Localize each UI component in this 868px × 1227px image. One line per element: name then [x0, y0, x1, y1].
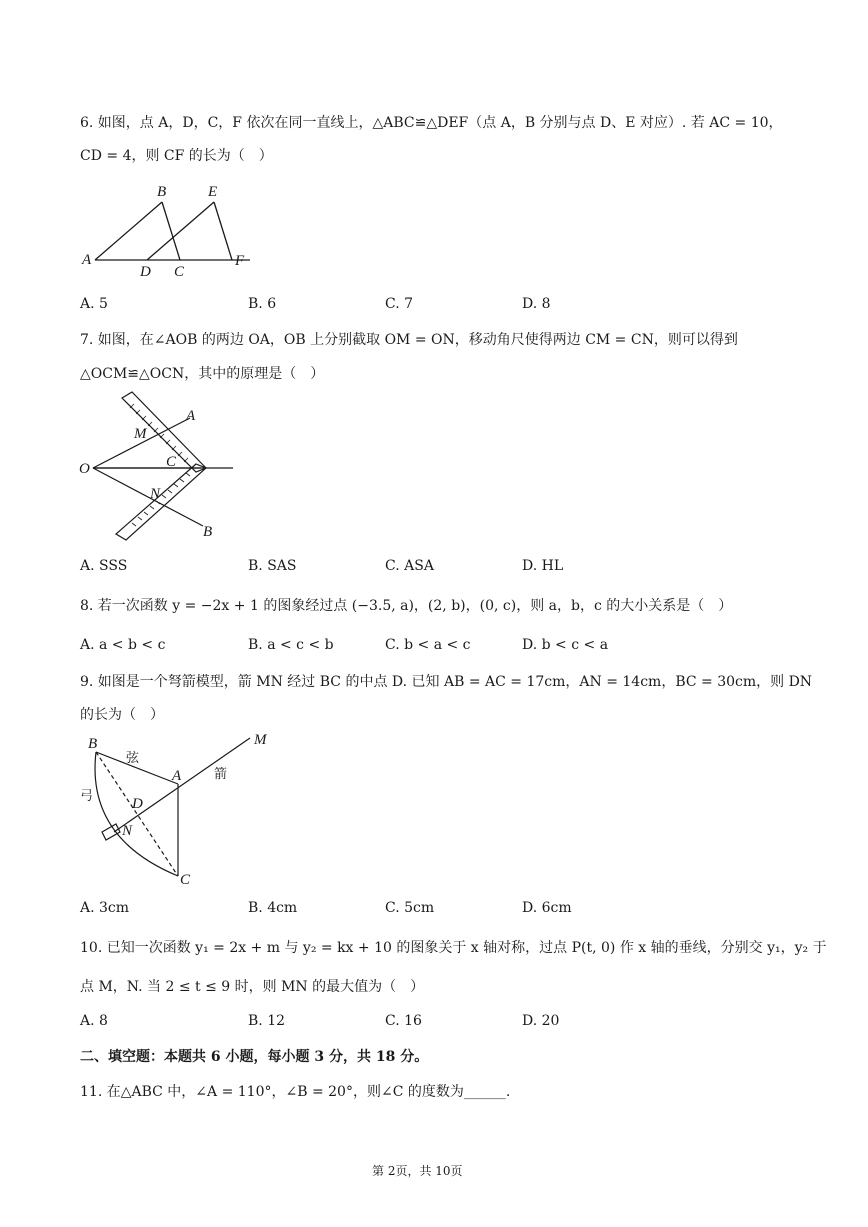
- q10-option-c[interactable]: C. 16: [385, 1013, 422, 1029]
- q9-line2: 的长为（ ）: [80, 707, 164, 723]
- q8-option-c[interactable]: C. b < a < c: [385, 637, 471, 653]
- q9-label-D: D: [132, 796, 143, 812]
- q7-label-O: O: [79, 461, 90, 477]
- q8-option-b[interactable]: B. a < c < b: [248, 637, 334, 653]
- q9-label-gong: 弓: [80, 789, 94, 804]
- q6-line1: 6. 如图，点 A，D，C，F 依次在同一直线上，△ABC≌△DEF（点 A，B 分别与点 D、E 对应）. 若 AC = 10，: [80, 115, 783, 131]
- q7-label-C: C: [166, 454, 177, 470]
- q11-text: 11. 在△ABC 中，∠A = 110°，∠B = 20°，则∠C 的度数为______.: [80, 1084, 511, 1100]
- q10-option-d[interactable]: D. 20: [522, 1013, 560, 1029]
- q6-label-A: A: [82, 252, 92, 268]
- page-footer: 第 2页，共 10页: [372, 1164, 463, 1178]
- q9-figure: [78, 728, 278, 893]
- q6-line2: CD = 4，则 CF 的长为（ ）: [80, 148, 273, 164]
- q7-label-A: A: [186, 408, 196, 424]
- q7-label-B: B: [203, 524, 213, 540]
- q9-label-C: C: [180, 872, 191, 888]
- q6-option-b[interactable]: B. 6: [248, 296, 277, 312]
- q6-label-B: B: [157, 184, 167, 200]
- section-two-title: 二、填空题：本题共 6 小题，每小题 3 分，共 18 分。: [80, 1049, 429, 1065]
- q8-option-a[interactable]: A. a < b < c: [80, 637, 166, 653]
- q6-label-E: E: [208, 184, 218, 200]
- q8-line1: 8. 若一次函数 y = −2x + 1 的图象经过点 (−3.5, a)，(2, b)，(0, c)，则 a，b，c 的大小关系是（ ）: [80, 598, 733, 614]
- q9-option-d[interactable]: D. 6cm: [522, 900, 572, 916]
- q6-label-C: C: [174, 264, 185, 280]
- q7-label-N: N: [150, 486, 161, 502]
- q9-label-jian: 箭: [214, 767, 228, 782]
- q9-label-A: A: [172, 768, 182, 784]
- q7-option-c[interactable]: C. ASA: [385, 558, 434, 574]
- q7-figure: [78, 390, 248, 550]
- q7-option-a[interactable]: A. SSS: [80, 558, 128, 574]
- q6-option-a[interactable]: A. 5: [80, 296, 108, 312]
- q7-label-M: M: [134, 426, 147, 442]
- q6-option-d[interactable]: D. 8: [522, 296, 551, 312]
- q9-label-xian: 弦: [126, 751, 140, 766]
- q9-label-N: N: [122, 823, 133, 839]
- q7-line1: 7. 如图，在∠AOB 的两边 OA，OB 上分别截取 OM = ON，移动角尺使得两边 CM = CN，则可以得到: [80, 332, 738, 348]
- q6-option-c[interactable]: C. 7: [385, 296, 414, 312]
- q10-option-b[interactable]: B. 12: [248, 1013, 286, 1029]
- q7-line2: △OCM≌△OCN，其中的原理是（ ）: [80, 366, 325, 382]
- q10-option-a[interactable]: A. 8: [80, 1013, 108, 1029]
- q9-line1: 9. 如图是一个弩箭模型，箭 MN 经过 BC 的中点 D. 已知 AB = AC = 17cm，AN = 14cm，BC = 30cm，则 DN: [80, 674, 813, 690]
- q6-figure: [80, 180, 260, 280]
- q7-option-d[interactable]: D. HL: [522, 558, 564, 574]
- q7-option-b[interactable]: B. SAS: [248, 558, 297, 574]
- q6-label-F: F: [235, 253, 245, 269]
- q10-line1: 10. 已知一次函数 y₁ = 2x + m 与 y₂ = kx + 10 的图象关于 x 轴对称，过点 P(t, 0) 作 x 轴的垂线，分别交 y₁，y₂ 于: [80, 940, 827, 956]
- q9-option-a[interactable]: A. 3cm: [80, 900, 130, 916]
- q9-option-b[interactable]: B. 4cm: [248, 900, 298, 916]
- q9-option-c[interactable]: C. 5cm: [385, 900, 435, 916]
- q8-option-d[interactable]: D. b < c < a: [522, 637, 609, 653]
- q9-label-M: M: [254, 732, 267, 748]
- q6-label-D: D: [140, 264, 151, 280]
- q9-label-B: B: [88, 736, 98, 752]
- q10-line2: 点 M，N. 当 2 ≤ t ≤ 9 时，则 MN 的最大值为（ ）: [80, 979, 425, 995]
